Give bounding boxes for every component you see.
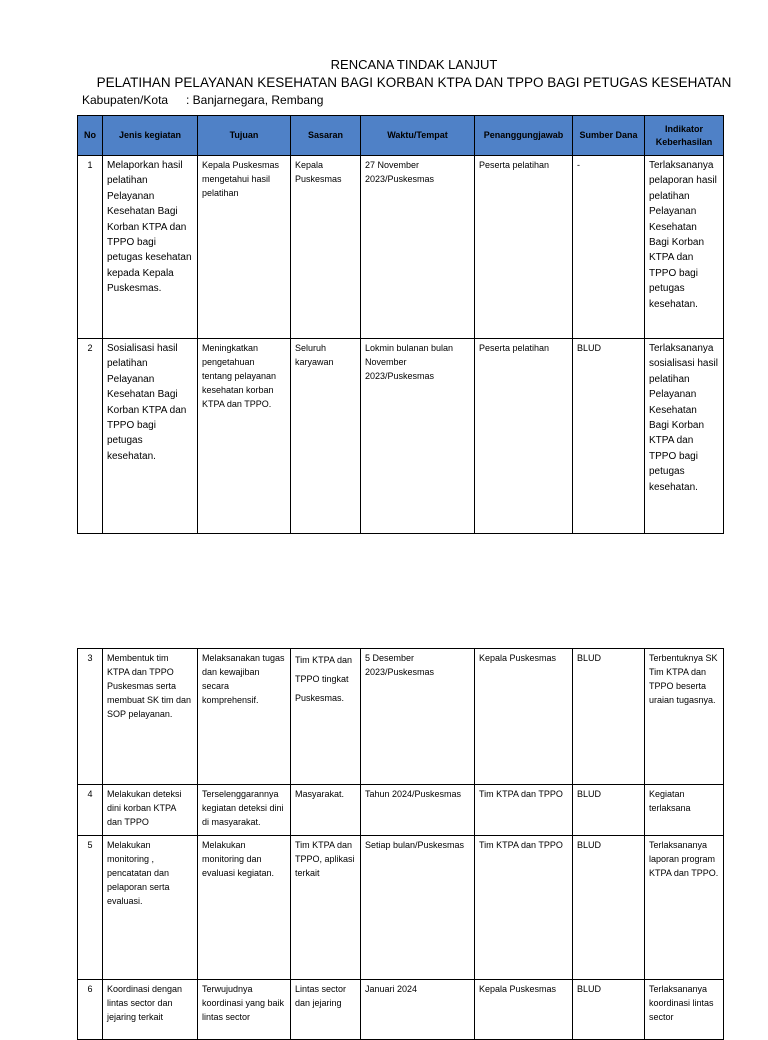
table-row (78, 339, 724, 534)
table-row (78, 785, 724, 836)
cell-kegiatan: Melakukan deteksi dini korban KTPA dan TPPO (103, 785, 198, 836)
table-row (78, 980, 724, 1040)
cell-no: 1 (78, 156, 103, 339)
cell-tujuan: Kepala Puskesmas mengetahui hasil pelatihan (198, 156, 291, 339)
cell-waktu: Lokmin bulanan bulan November 2023/Puskesmas (361, 339, 475, 534)
cell-kegiatan: Melakukan monitoring , pencatatan dan pelaporan serta evaluasi. (103, 836, 198, 980)
cell-dana: BLUD (573, 649, 645, 785)
cell-waktu: Januari 2024 (361, 980, 475, 1040)
col-header-no: No (78, 116, 103, 156)
location-line (82, 93, 323, 107)
cell-indikator: Terbentuknya SK Tim KTPA dan TPPO beserta uraian tugasnya. (645, 649, 724, 785)
cell-dana: BLUD (573, 785, 645, 836)
cell-indikator: Terlaksananya koordinasi lintas sector (645, 980, 724, 1040)
cell-sasaran: Kepala Puskesmas (291, 156, 361, 339)
cell-kegiatan: Koordinasi dengan lintas sector dan jejaring terkait (103, 980, 198, 1040)
table-row (78, 156, 724, 339)
document-title: RENCANA TINDAK LANJUT (330, 57, 498, 72)
cell-sasaran: Lintas sector dan jejaring (291, 980, 361, 1040)
action-plan-table-continued (77, 648, 724, 1040)
cell-waktu: Setiap bulan/Puskesmas (361, 836, 475, 980)
cell-pj: Peserta pelatihan (475, 156, 573, 339)
location-label: Kabupaten/Kota (82, 93, 169, 107)
cell-pj: Kepala Puskesmas (475, 649, 573, 785)
cell-pj: Tim KTPA dan TPPO (475, 785, 573, 836)
cell-pj: Kepala Puskesmas (475, 980, 573, 1040)
cell-waktu: 5 Desember 2023/Puskesmas (361, 649, 475, 785)
col-header-sasaran: Sasaran (291, 116, 361, 156)
cell-dana: BLUD (573, 836, 645, 980)
table-header-row (78, 116, 724, 156)
cell-no: 4 (78, 785, 103, 836)
cell-dana: BLUD (573, 980, 645, 1040)
cell-tujuan: Terwujudnya koordinasi yang baik lintas sector (198, 980, 291, 1040)
cell-tujuan: Melakukan monitoring dan evaluasi kegiatan. (198, 836, 291, 980)
col-header-tujuan: Tujuan (198, 116, 291, 156)
col-header-indikator: Indikator Keberhasilan (645, 116, 724, 156)
document-subtitle: PELATIHAN PELAYANAN KESEHATAN BAGI KORBAN KTPA DAN TPPO BAGI PETUGAS KESEHATAN (96, 75, 732, 90)
cell-indikator: Terlaksananya sosialisasi hasil pelatihan Pelayanan Kesehatan Bagi Korban KTPA dan TPPO bagi petugas kesehatan. (645, 339, 724, 534)
cell-kegiatan: Melaporkan hasil pelatihan Pelayanan Kesehatan Bagi Korban KTPA dan TPPO bagi petugas kesehatan kepada Kepala Puskesmas. (103, 156, 198, 339)
cell-kegiatan: Sosialisasi hasil pelatihan Pelayanan Kesehatan Bagi Korban KTPA dan TPPO bagi petugas kesehatan. (103, 339, 198, 534)
cell-pj: Peserta pelatihan (475, 339, 573, 534)
cell-sasaran: Tim KTPA dan TPPO tingkat Puskesmas. (291, 649, 361, 785)
cell-no: 3 (78, 649, 103, 785)
cell-no: 6 (78, 980, 103, 1040)
cell-waktu: Tahun 2024/Puskesmas (361, 785, 475, 836)
cell-indikator: Terlaksananya laporan program KTPA dan TPPO. (645, 836, 724, 980)
cell-sasaran: Tim KTPA dan TPPO, aplikasi terkait (291, 836, 361, 980)
location-value: : Banjarnegara, Rembang (186, 93, 324, 107)
col-header-dana: Sumber Dana (573, 116, 645, 156)
cell-sasaran: Masyarakat. (291, 785, 361, 836)
col-header-pj: Penanggungjawab (475, 116, 573, 156)
col-header-kegiatan: Jenis kegiatan (103, 116, 198, 156)
cell-indikator: Kegiatan terlaksana (645, 785, 724, 836)
cell-tujuan: Meningkatkan pengetahuan tentang pelayanan kesehatan korban KTPA dan TPPO. (198, 339, 291, 534)
cell-dana: - (573, 156, 645, 339)
cell-indikator: Terlaksananya pelaporan hasil pelatihan Pelayanan Kesehatan Bagi Korban KTPA dan TPPO bagi petugas kesehatan. (645, 156, 724, 339)
cell-waktu: 27 November 2023/Puskesmas (361, 156, 475, 339)
action-plan-table (77, 115, 724, 534)
table-row (78, 649, 724, 785)
cell-tujuan: Terselenggarannya kegiatan deteksi dini di masyarakat. (198, 785, 291, 836)
cell-sasaran: Seluruh karyawan (291, 339, 361, 534)
cell-dana: BLUD (573, 339, 645, 534)
cell-no: 5 (78, 836, 103, 980)
cell-no: 2 (78, 339, 103, 534)
cell-kegiatan: Membentuk tim KTPA dan TPPO Puskesmas serta membuat SK tim dan SOP pelayanan. (103, 649, 198, 785)
table-row (78, 836, 724, 980)
cell-pj: Tim KTPA dan TPPO (475, 836, 573, 980)
cell-tujuan: Melaksanakan tugas dan kewajiban secara komprehensif. (198, 649, 291, 785)
col-header-waktu: Waktu/Tempat (361, 116, 475, 156)
